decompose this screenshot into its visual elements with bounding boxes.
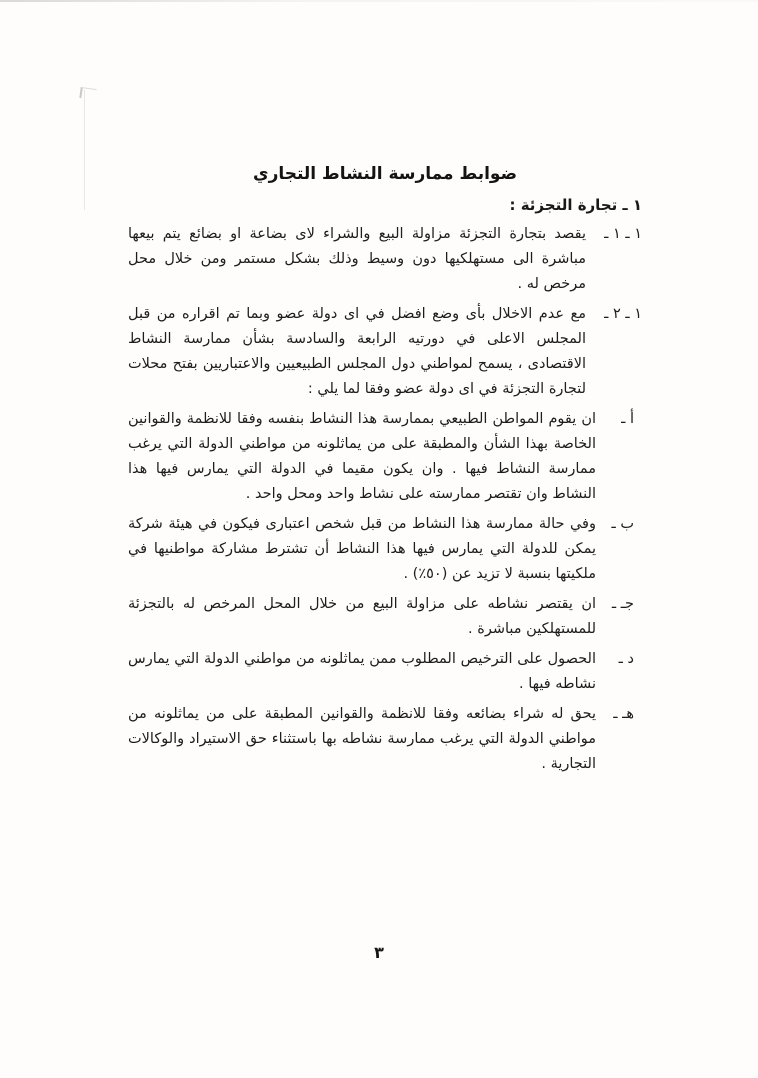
list-item-marker: أ ـ <box>621 411 634 427</box>
list-item-marker: د ـ <box>618 651 634 667</box>
list-item-marker: ب ـ <box>611 516 634 532</box>
list-item-ha <box>128 702 634 777</box>
list-item-text: ان يقوم المواطن الطبيعي بممارسة هذا النشاط بنفسه وفقا للانظمة والقوانين الخاصة بهذا الشأن والمطبقة على من يماثلونه من مواطني الدولة التي يرغب ممارسة النشاط فيها . وان يكون مقيما في الدولة التي يمارس فيها هذا النشاط وان تقتصر ممارسته على نشاط واحد ومحل واحد . <box>128 411 596 502</box>
scan-artifact-left-edge <box>84 90 85 210</box>
page-number: ٣ <box>374 943 384 962</box>
paragraph-text: يقصد بتجارة التجزئة مزاولة البيع والشراء لاى بضاعة او بضائع يتم بيعها مباشرة الى مستهلكيها دون وسيط وذلك بشكل مستمر ومن خلال محل مرخص له . <box>128 226 586 292</box>
list-item-text: ان يقتصر نشاطه على مزاولة البيع من خلال المحل المرخص له بالتجزئة للمستهلكين مباشرة . <box>128 596 596 637</box>
paragraph-marker: ١ ـ ١ ـ <box>604 226 642 242</box>
list-item-text: وفي حالة ممارسة هذا النشاط من قبل شخص اعتبارى فيكون في هيئة شركة يمكن للدولة التي يمارس فيها هذا النشاط أن تشترط مشاركة مواطنيها في ملكيتها بنسبة لا تزيد عن (٥٠٪) . <box>128 516 596 582</box>
document-title: ضوابط ممارسة النشاط التجاري <box>252 164 517 184</box>
list-item-marker: جـ ـ <box>611 596 634 612</box>
scan-artifact-top-edge <box>0 0 758 2</box>
list-item-alif <box>128 407 634 507</box>
paragraph-1-1 <box>128 222 642 297</box>
section-heading: ١ ـ تجارة التجزئة : <box>509 196 642 214</box>
list-item-marker: هـ ـ <box>613 706 634 722</box>
paragraph-text: مع عدم الاخلال بأى وضع افضل في اى دولة عضو وبما تم اقراره من قبل المجلس الاعلى في دورتيه الرابعة والسادسة بشأن ممارسة النشاط الاقتصادى ، يسمح لمواطني دول المجلس الطبيعيين والاعتباريين بفتح محلات لتجارة التجزئة في اى دولة عضو وفقا لما يلي : <box>128 306 586 397</box>
list-item-jim <box>128 592 634 642</box>
paragraph-marker: ١ ـ ٢ ـ <box>604 306 642 322</box>
list-item-dal <box>128 647 634 697</box>
scan-artifact-corner <box>79 87 96 100</box>
document-content <box>128 164 642 782</box>
paragraph-1-2 <box>128 302 642 402</box>
list-item-text: يحق له شراء بضائعه وفقا للانظمة والقوانين المطبقة على من يماثلونه من مواطني الدولة التي يرغب ممارسة نشاطه بها باستثناء حق الاستيراد والوكالات التجارية . <box>128 706 596 772</box>
list-item-text: الحصول على الترخيص المطلوب ممن يماثلونه من مواطني الدولة التي يمارس نشاطه فيها . <box>128 651 596 692</box>
lettered-list <box>128 407 642 777</box>
list-item-ba <box>128 512 634 587</box>
